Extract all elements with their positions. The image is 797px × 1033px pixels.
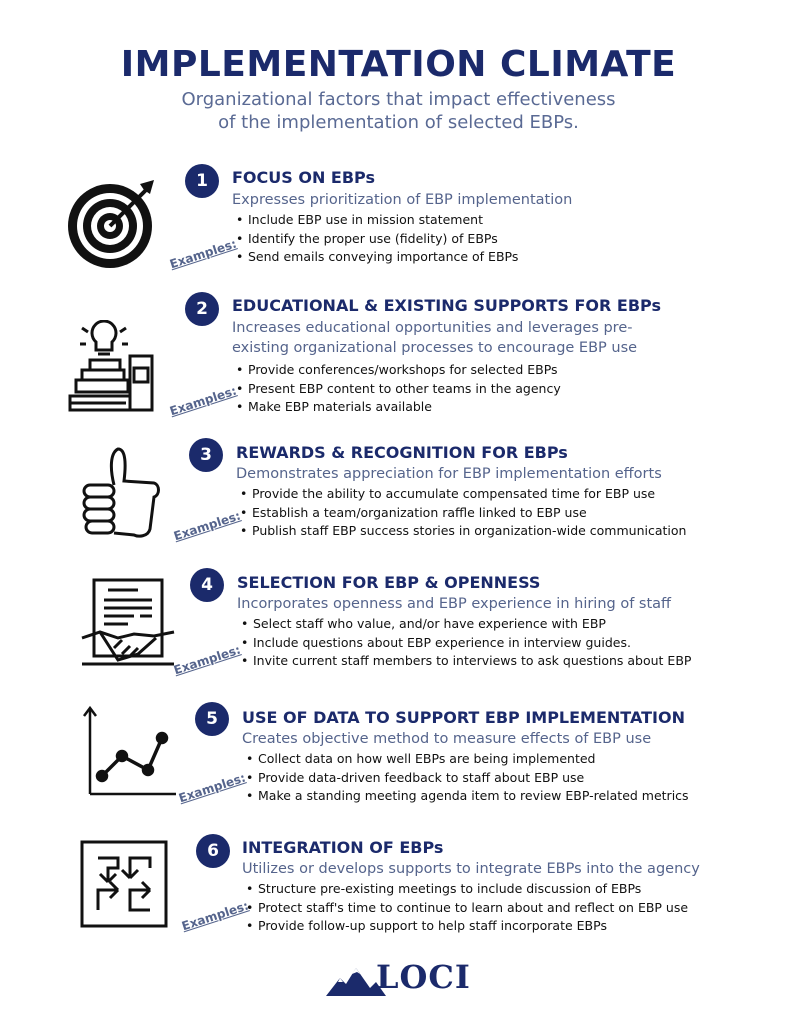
list-item: • Identify the proper use (fidelity) of EBPs [236,230,518,249]
section-description: Demonstrates appreciation for EBP implementation efforts [236,466,662,482]
section-description: existing organizational processes to encourage EBP use [232,340,638,356]
page-title: IMPLEMENTATION CLIMATE [120,44,677,85]
list-item: • Invite current staff members to interviews to ask questions about EBP [241,652,691,671]
section-heading: FOCUS ON EBPs [232,168,376,187]
list-item: • Provide conferences/workshops for selected EBPs [236,361,561,380]
section-description: Incorporates openness and EBP experience in hiring of staff [237,596,672,612]
subtitle-line-1: Organizational factors that impact effectiveness [181,89,616,110]
example-list [246,880,688,936]
examples-label: Examples: [172,642,243,678]
example-list [240,485,686,541]
list-item: • Include EBP use in mission statement [236,211,518,230]
list-item: • Make a standing meeting agenda item to review EBP-related metrics [246,787,689,806]
section-number-badge: 5 [195,702,229,736]
section-number-badge: 2 [185,292,219,326]
example-list [241,615,691,671]
list-item: • Provide the ability to accumulate compensated time for EBP use [240,485,686,504]
list-item: • Include questions about EBP experience in interview guides. [241,634,691,653]
examples-label: Examples: [168,236,239,272]
examples-label: Examples: [168,383,239,419]
line-graph-icon [80,704,180,798]
list-item: • Provide follow-up support to help staff incorporate EBPs [246,917,688,936]
example-list [246,750,689,806]
books-lightbulb-icon [66,320,162,416]
target-icon [66,176,162,272]
thumbs-up-icon [74,445,164,545]
section-heading: REWARDS & RECOGNITION FOR EBPs [236,443,568,462]
examples-label: Examples: [172,508,243,544]
section-heading: EDUCATIONAL & EXISTING SUPPORTS FOR EBPs [232,296,662,315]
examples-label: Examples: [180,898,251,934]
section-description: Creates objective method to measure effects of EBP use [242,731,652,747]
list-item: • Publish staff EBP success stories in organization-wide communication [240,522,686,541]
list-item: • Send emails conveying importance of EBPs [236,248,518,267]
section-number-badge: 3 [189,438,223,472]
section-description: Utilizes or develops supports to integrate EBPs into the agency [242,861,700,877]
list-item: • Select staff who value, and/or have experience with EBP [241,615,691,634]
list-item: • Provide data-driven feedback to staff about EBP use [246,769,689,788]
subtitle-line-2: of the implementation of selected EBPs. [218,112,579,133]
list-item: • Structure pre-existing meetings to include discussion of EBPs [246,880,688,899]
list-item: • Collect data on how well EBPs are being implemented [246,750,689,769]
example-list [236,361,561,417]
list-item: • Establish a team/organization raffle linked to EBP use [240,504,686,523]
section-description: Expresses prioritization of EBP implementation [232,192,573,208]
examples-label: Examples: [177,770,248,806]
logo-text: LOCI [376,958,471,996]
section-heading: USE OF DATA TO SUPPORT EBP IMPLEMENTATION [242,708,685,727]
list-item: • Make EBP materials available [236,398,561,417]
contract-handshake-icon [78,576,178,672]
puzzle-arrows-icon [78,838,170,930]
section-heading: INTEGRATION OF EBPs [242,838,444,857]
section-number-badge: 4 [190,568,224,602]
section-heading: SELECTION FOR EBP & OPENNESS [237,573,541,592]
list-item: • Protect staff's time to continue to learn about and reflect on EBP use [246,899,688,918]
section-number-badge: 1 [185,164,219,198]
example-list [236,211,518,267]
section-number-badge: 6 [196,834,230,868]
page-subtitle [0,88,797,134]
list-item: • Present EBP content to other teams in the agency [236,380,561,399]
section-description: Increases educational opportunities and leverages pre- [232,320,633,336]
